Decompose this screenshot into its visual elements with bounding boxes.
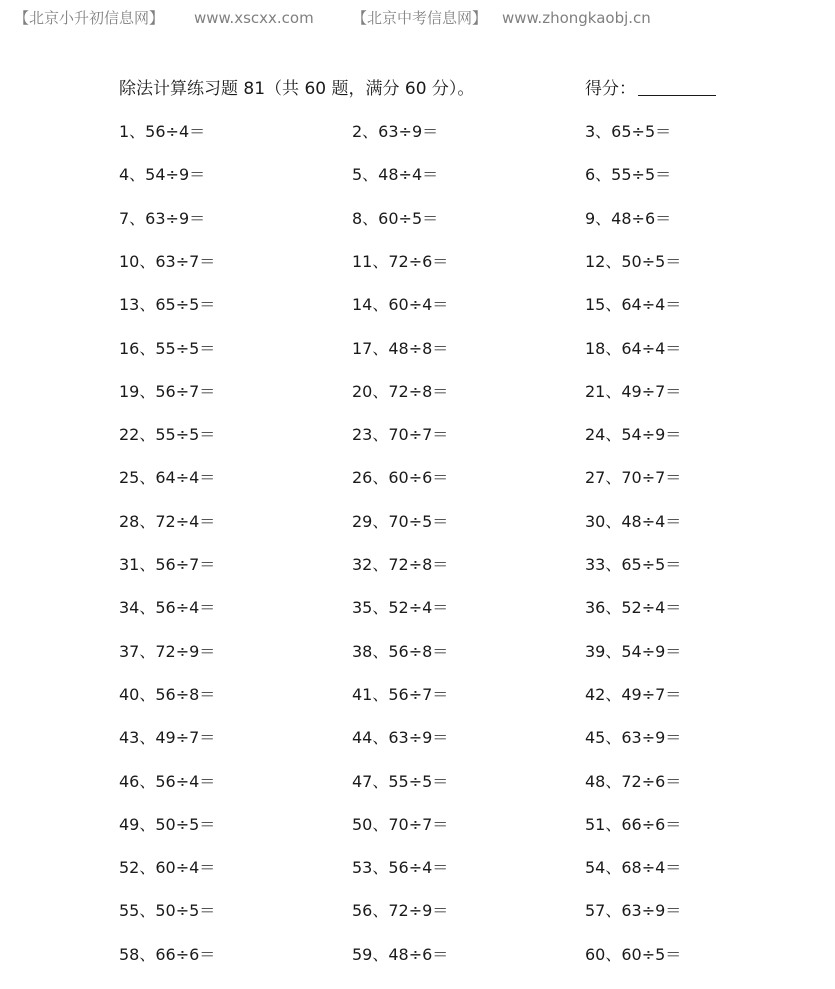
problem-item: 1、56÷4＝ — [119, 122, 206, 141]
problem-item: 27、70÷7＝ — [585, 468, 682, 488]
problem-item: 12、50÷5＝ — [585, 251, 682, 271]
problem-item: 26、60÷6＝ — [352, 468, 449, 488]
header-url-xscxx[interactable]: www.xscxx.com — [194, 9, 314, 27]
problem-item: 39、54÷9＝ — [585, 641, 682, 661]
problem-item: 59、48÷6＝ — [352, 944, 449, 964]
problem-item: 42、49÷7＝ — [585, 684, 682, 704]
problem-item: 50、70÷7＝ — [352, 814, 449, 834]
problem-item: 28、72÷4＝ — [119, 511, 216, 531]
problem-item: 44、63÷9＝ — [352, 728, 449, 748]
problem-item: 47、55÷5＝ — [352, 771, 449, 791]
header-url-zhongkao[interactable]: www.zhongkaobj.cn — [502, 9, 651, 27]
problem-item: 5、48÷4＝ — [352, 165, 439, 185]
problem-item: 55、50÷5＝ — [119, 901, 216, 921]
problem-item: 33、65÷5＝ — [585, 555, 682, 574]
problem-item: 56、72÷9＝ — [352, 901, 449, 921]
problem-item: 30、48÷4＝ — [585, 511, 682, 531]
problem-item: 57、63÷9＝ — [585, 901, 682, 921]
worksheet-title-row — [119, 76, 739, 102]
problem-item: 34、56÷4＝ — [119, 598, 216, 618]
problem-item: 7、63÷9＝ — [119, 208, 206, 228]
problem-item: 54、68÷4＝ — [585, 858, 682, 878]
problem-item: 29、70÷5＝ — [352, 511, 449, 531]
problem-item: 38、56÷8＝ — [352, 641, 449, 661]
problem-item: 41、56÷7＝ — [352, 684, 449, 704]
problem-item: 13、65÷5＝ — [119, 295, 216, 315]
problem-item: 19、56÷7＝ — [119, 381, 216, 401]
problem-item: 6、55÷5＝ — [585, 165, 672, 185]
problem-item: 25、64÷4＝ — [119, 468, 216, 488]
header-site-name-xscxx: 【北京小升初信息网】 — [14, 9, 165, 27]
problem-item: 35、52÷4＝ — [352, 598, 449, 618]
problem-item: 18、64÷4＝ — [585, 338, 682, 358]
worksheet-title: 除法计算练习题 81（共 60 题，满分 60 分）。 — [119, 79, 475, 99]
problem-item: 8、60÷5＝ — [352, 208, 439, 228]
problem-item: 15、64÷4＝ — [585, 295, 682, 315]
problem-item: 46、56÷4＝ — [119, 771, 216, 791]
problem-item: 2、63÷9＝ — [352, 122, 439, 141]
score-blank-line[interactable] — [638, 77, 716, 96]
score-label: 得分： — [585, 79, 636, 99]
problem-item: 20、72÷8＝ — [352, 381, 449, 401]
problem-item: 22、55÷5＝ — [119, 425, 216, 445]
problem-item: 52、60÷4＝ — [119, 858, 216, 878]
problem-item: 21、49÷7＝ — [585, 381, 682, 401]
problem-item: 51、66÷6＝ — [585, 814, 682, 834]
problem-item: 60、60÷5＝ — [585, 944, 682, 964]
problem-item: 24、54÷9＝ — [585, 425, 682, 445]
problem-item: 53、56÷4＝ — [352, 858, 449, 878]
problem-item: 32、72÷8＝ — [352, 555, 449, 574]
header-site-name-zhongkao: 【北京中考信息网】 — [352, 9, 488, 27]
problem-item: 58、66÷6＝ — [119, 944, 216, 964]
problem-item: 48、72÷6＝ — [585, 771, 682, 791]
problem-item: 45、63÷9＝ — [585, 728, 682, 748]
problem-item: 9、48÷6＝ — [585, 208, 672, 228]
score-field — [585, 76, 716, 102]
problem-item: 36、52÷4＝ — [585, 598, 682, 618]
problem-item: 40、56÷8＝ — [119, 684, 216, 704]
problem-item: 16、55÷5＝ — [119, 338, 216, 358]
problem-item: 37、72÷9＝ — [119, 641, 216, 661]
problem-item: 3、65÷5＝ — [585, 122, 672, 141]
problem-item: 49、50÷5＝ — [119, 814, 216, 834]
problem-item: 14、60÷4＝ — [352, 295, 449, 315]
problem-item: 10、63÷7＝ — [119, 251, 216, 271]
problem-item: 11、72÷6＝ — [352, 251, 449, 271]
problem-item: 4、54÷9＝ — [119, 165, 206, 185]
problem-item: 31、56÷7＝ — [119, 555, 216, 574]
problem-item: 43、49÷7＝ — [119, 728, 216, 748]
problem-item: 23、70÷7＝ — [352, 425, 449, 445]
problem-item: 17、48÷8＝ — [352, 338, 449, 358]
